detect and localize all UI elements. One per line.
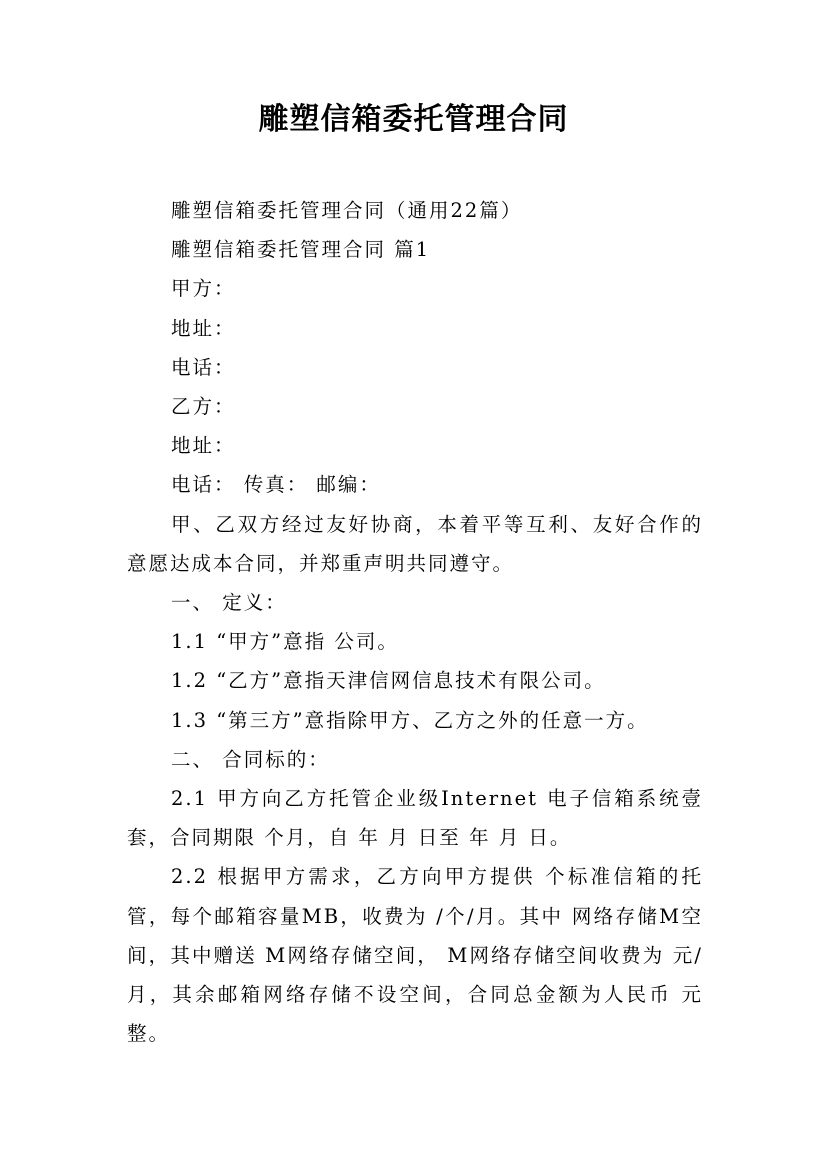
party-b-label: 乙方： (171, 395, 236, 419)
party-b-address-label: 地址： (171, 434, 236, 458)
party-a-phone-label: 电话： (171, 355, 236, 379)
section-1-heading: 一、 定义： (171, 591, 287, 615)
document-body (127, 191, 703, 1053)
preamble-paragraph: 甲、乙双方经过友好协商，本着平等互利、友好合作的意愿达成本合同，并郑重声明共同遵守。 (127, 512, 703, 575)
party-a-label: 甲方： (171, 277, 236, 301)
clause-2-2: 2.2 根据甲方需求，乙方向甲方提供 个标准信箱的托管，每个邮箱容量MB，收费为 /个/月。其中 网络存储M空间，其中赠送 M网络存储空间， M网络存储空间收费为 元/月，其余邮箱网络存储不设空间，合同总金额为人民币 元整。 (127, 865, 703, 1046)
section-2-heading: 二、 合同标的： (171, 747, 330, 771)
party-b-contact-line: 电话： 传真： 邮编： (171, 473, 381, 497)
clause-1-2: 1.2 “乙方”意指天津信网信息技术有限公司。 (171, 669, 606, 693)
document-title: 雕塑信箱委托管理合同 (258, 102, 569, 137)
party-a-address-label: 地址： (171, 316, 236, 340)
clause-1-1: 1.1 “甲方”意指 公司。 (171, 630, 399, 654)
clause-2-1: 2.1 甲方向乙方托管企业级Internet 电子信箱系统壹套，合同期限 个月，自 年 月 日至 年 月 日。 (127, 787, 703, 850)
chapter-heading: 雕塑信箱委托管理合同 篇1 (171, 238, 431, 262)
collection-heading: 雕塑信箱委托管理合同（通用22篇） (171, 199, 523, 222)
clause-1-3: 1.3 “第三方”意指除甲方、乙方之外的任意一方。 (171, 708, 649, 732)
